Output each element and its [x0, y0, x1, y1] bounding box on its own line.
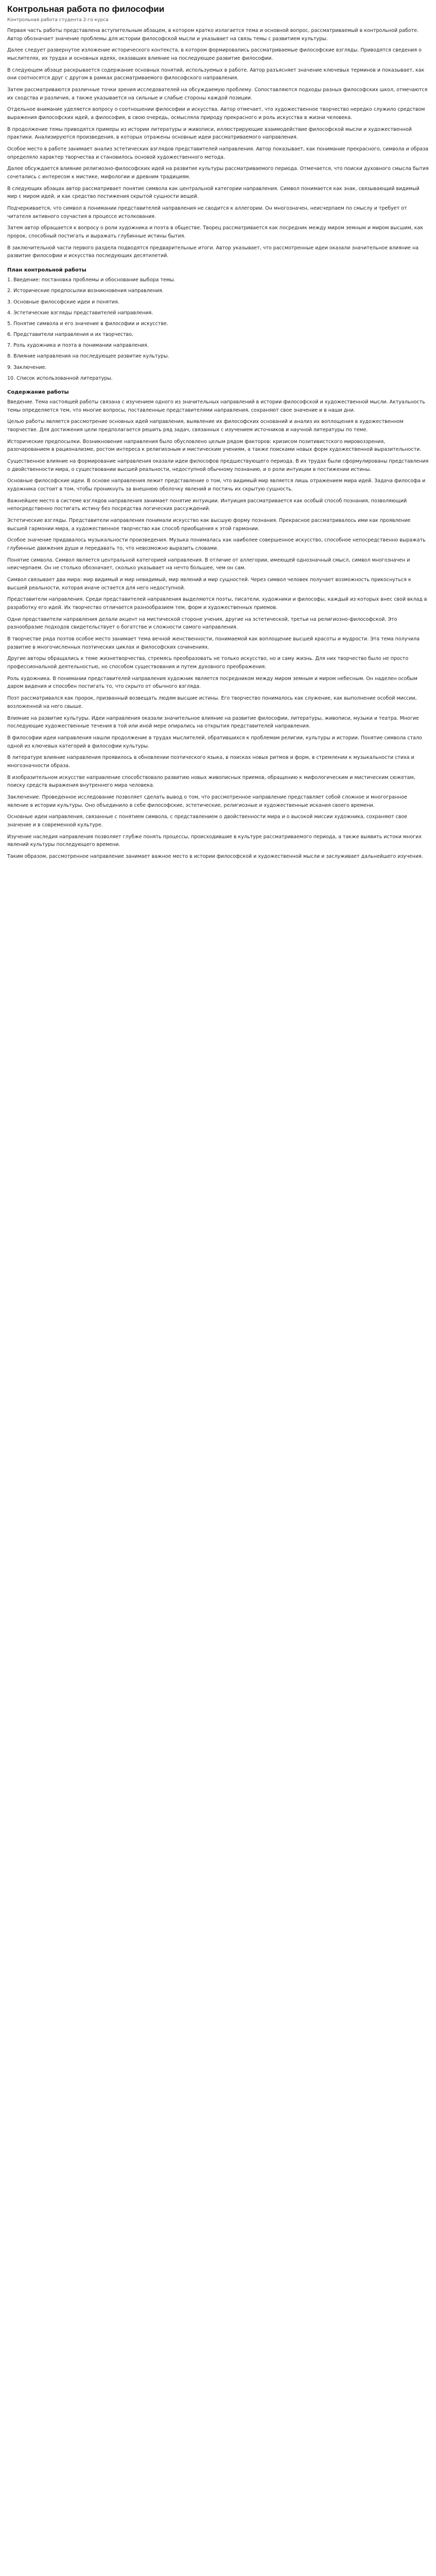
intro-section: [7, 27, 429, 260]
main-paragraph: Роль художника. В понимании представителей направления художник является посредником между миром земным и миром небесным. Он наделен особым даром видения и способен постигать то, что скрыто от обычного взгляда.: [7, 675, 417, 690]
main-section: [7, 398, 429, 861]
main-paragraph: Особое значение придавалось музыкальности произведения. Музыка понималась как наиболее совершенное искусство, способное непосредственно выражать глубинные движения души и передавать то, что невозможно выразить словами.: [7, 537, 426, 552]
plan-item: 5. Понятие символа и его значение в философии и искусстве.: [7, 320, 168, 327]
document-subtitle: Контрольная работа студента 2-го курса: [7, 18, 109, 23]
intro-paragraph: Далее следует развернутое изложение исторического контекста, в котором формировались рассматриваемые философские взгляды. Приводятся сведения о мыслителях, их трудах и основных идеях, оказавших влияние на последующее развитие философии.: [7, 47, 422, 62]
plan-item: 7. Роль художника и поэта в понимании направления.: [7, 343, 149, 349]
intro-paragraph: В продолжение темы приводятся примеры из истории литературы и живописи, иллюстрирующие взаимодействие философской мысли и художественной практики. Анализируются произведения, в которых отражены основные идеи рассматриваемого направления.: [7, 126, 412, 141]
plan-item: 4. Эстетические взгляды представителей направления.: [7, 310, 153, 316]
main-paragraph: Понятие символа. Символ является центральной категорией направления. В отличие от аллегории, имеющей однозначный смысл, символ многозначен и неисчерпаем. Он не столько обозначает, сколько указывает на нечто большее, чем он сам.: [7, 557, 410, 571]
intro-paragraph: Затем рассматриваются различные точки зрения исследователей на обсуждаемую проблему. Сопоставляются подходы разных философских школ, отмечаются их сходства и различия, а также указывается на сильные и слабые стороны каждой позиции.: [7, 87, 428, 101]
plan-item: 10. Список использованной литературы.: [7, 375, 113, 381]
main-paragraph: В творчестве ряда поэтов особое место занимает тема вечной женственности, понимаемой как воплощение высшей красоты и мудрости. Эта тема получила развитие в многочисленных поэтических циклах и философских сочинениях.: [7, 636, 420, 650]
intro-paragraph: В заключительной части первого раздела подводятся предварительные итоги. Автор указывает, что рассмотренные идеи оказали значительное влияние на развитие философии и искусства последующих десятилетий.: [7, 245, 419, 259]
main-paragraph: Поэт рассматривался как пророк, призванный возвещать людям высшие истины. Его творчество понималось как служение, как выполнение особой миссии, возложенной на него свыше.: [7, 696, 417, 709]
plan-item: 8. Влияние направления на последующее развитие культуры.: [7, 353, 169, 360]
main-paragraph: Исторические предпосылки. Возникновение направления было обусловлено целым рядом факторов: кризисом позитивистского мировоззрения, разочарованием в рационализме, ростом интереса к религиозным и мистическим учениям, а также поисками новых форм художественной выразительности.: [7, 438, 422, 453]
intro-paragraph: Особое место в работе занимает анализ эстетических взглядов представителей направления. Автор показывает, как понимание прекрасного, символа и образа определяло характер творчества и становилось основой художественного метода.: [7, 146, 429, 160]
main-paragraph: Одни представители направления делали акцент на мистической стороне учения, другие на эстетической, третьи на религиозно-философской. Это разнообразие подходов свидетельствует о богатстве и сложности самого направления.: [7, 616, 397, 631]
plan-heading: План контрольной работы: [7, 267, 86, 274]
main-paragraph: Основные идеи направления, связанные с понятием символа, с представлением о двойственности мира и о высокой миссии художника, сохраняют свое значение и в современной культуре.: [7, 814, 408, 828]
main-paragraph: Эстетические взгляды. Представители направления понимали искусство как высшую форму познания. Прекрасное рассматривалось ими как проявление высшей гармонии мира, а художественное творчество как способ приобщения к этой гармонии.: [7, 518, 411, 532]
main-paragraph: Влияние на развитие культуры. Идеи направления оказали значительное влияние на развитие философии, литературы, живописи, музыки и театра. Многие последующие художественные течения в той или иной мере опирались на открытия представителей направления.: [7, 715, 419, 730]
main-paragraph: Заключение. Проведенное исследование позволяет сделать вывод о том, что рассмотренное направление представляет собой сложное и многогранное явление в истории культуры. Оно объединило в себе философские, эстетические, религиозные и художественные искания своего времени.: [7, 794, 408, 808]
main-heading: Содержание работы: [7, 389, 69, 395]
intro-paragraph: Далее обсуждается влияние религиозно-философских идей на развитие культуры рассматриваемого периода. Отмечается, что поиски духовного смысла бытия сочетались с интересом к мистике, мифологии и древним традициям.: [7, 166, 429, 180]
document-title: Контрольная работа по философии: [7, 4, 165, 14]
plan-item: 2. Исторические предпосылки возникновения направления.: [7, 288, 164, 294]
plan-item: 9. Заключение.: [7, 364, 47, 370]
plan-list: [7, 276, 429, 382]
intro-paragraph: Затем автор обращается к вопросу о роли художника и поэта в обществе. Творец рассматривается как посредник между миром земным и миром высшим, как пророк, способный постигать и выражать глубинные истины бытия.: [7, 225, 424, 240]
main-paragraph: В философии идеи направления нашли продолжение в трудах мыслителей, обратившихся к проблемам религии, культуры и истории. Понятие символа стало одной из ключевых категорий в философии культуры.: [7, 735, 422, 749]
plan-item: 3. Основные философские идеи и понятия.: [7, 299, 119, 305]
main-paragraph: Важнейшее место в системе взглядов направления занимает понятие интуиции. Интуиция рассматривается как особый способ познания, позволяющий непосредственно постигать истину без посредства логических рассуждений.: [7, 498, 407, 512]
main-paragraph: Существенное влияние на формирование направления оказали идеи философов предшествующего периода. В их трудах были сформулированы представления о двойственности мира, о существовании высшей реальности, недоступной обычному познанию, и о роли интуиции в постижении истины.: [7, 459, 429, 472]
main-paragraph: Символ связывает два мира: мир видимый и мир невидимый, мир явлений и мир сущностей. Через символ человек получает возможность прикоснуться к высшей реальности, которая иначе остается для него недоступной.: [7, 577, 411, 591]
intro-paragraph: В следующих абзацах автор рассматривает понятие символа как центральной категории направления. Символ понимается как знак, связывающий видимый мир с миром идей, и как средство постижения скрытой сущности вещей.: [7, 185, 420, 200]
main-paragraph: Введение. Тема настоящей работы связана с изучением одного из значительных направлений в истории философской и художественной мысли. Актуальность темы определяется тем, что многие вопросы, поставленные представителями направления, сохраняют свое значение и в наши дни.: [7, 399, 425, 413]
main-paragraph: Другие авторы обращались к теме жизнетворчества, стремясь преобразовать не только искусство, но и саму жизнь. Для них творчество было не просто профессиональной деятельностью, но способом существования и путем духовного преображения.: [7, 656, 409, 670]
main-paragraph: В изобразительном искусстве направление способствовало развитию новых живописных приемов, обращению к мифологическим и мистическим сюжетам, поиску средств выражения внутреннего мира человека.: [7, 774, 415, 789]
main-paragraph: Основные философские идеи. В основе направления лежит представление о том, что видимый мир является лишь отражением мира идей. Задача философа и художника состоит в том, чтобы проникнуть за внешнюю оболочку явлений и постичь их скрытую сущность.: [7, 478, 426, 493]
main-paragraph: Изучение наследия направления позволяет глубже понять процессы, происходившие в культуре рассматриваемого периода, а также выявить истоки многих явлений культуры последующего времени.: [7, 834, 422, 848]
main-paragraph: Представители направления. Среди представителей направления выделяются поэты, писатели, художники и философы, каждый из которых внес свой вклад в разработку его идей. Их творчество отличается разнообразием тем, форм и художественных приемов.: [7, 597, 427, 611]
plan-item: 6. Представители направления и их творчество.: [7, 332, 134, 338]
main-paragraph: Таким образом, рассмотренное направление занимает важное место в истории философской и художественной мысли и заслуживает дальнейшего изучения.: [7, 853, 423, 859]
intro-paragraph: Первая часть работы представлена вступительным абзацем, в котором кратко излагается тема и основной вопрос, рассматриваемый в контрольной работе. Автор обозначает значение проблемы для истории философской мысли и указывает на связь темы с развитием культуры.: [7, 28, 419, 42]
intro-paragraph: В следующем абзаце раскрывается содержание основных понятий, используемых в работе. Автор разъясняет значение ключевых терминов и показывает, как они соотносятся друг с другом в рамках рассматриваемого философского направления.: [7, 67, 425, 81]
intro-paragraph: Отдельное внимание уделяется вопросу о соотношении философии и искусства. Автор отмечает, что художественное творчество нередко служило средством выражения философских идей, а философия, в свою очередь, осмысляла природу прекрасного и роль искусства в жизни человека.: [7, 107, 425, 121]
main-paragraph: Целью работы является рассмотрение основных идей направления, выявление их философских оснований и анализ их воплощения в художественном творчестве. Для достижения цели предполагается решить ряд задач, связанных с изучением источников и научной литературы по теме.: [7, 419, 404, 433]
intro-paragraph: Подчеркивается, что символ в понимании представителей направления не сводится к аллегории. Он многозначен, неисчерпаем по смыслу и требует от читателя активного соучастия в процессе истолкования.: [7, 206, 407, 219]
plan-item: 1. Введение: постановка проблемы и обоснование выбора темы.: [7, 277, 176, 283]
main-paragraph: В литературе влияние направления проявилось в обновлении поэтического языка, в поисках новых ритмов и форм, в стремлении к музыкальности стиха и многозначности образа.: [7, 755, 414, 769]
